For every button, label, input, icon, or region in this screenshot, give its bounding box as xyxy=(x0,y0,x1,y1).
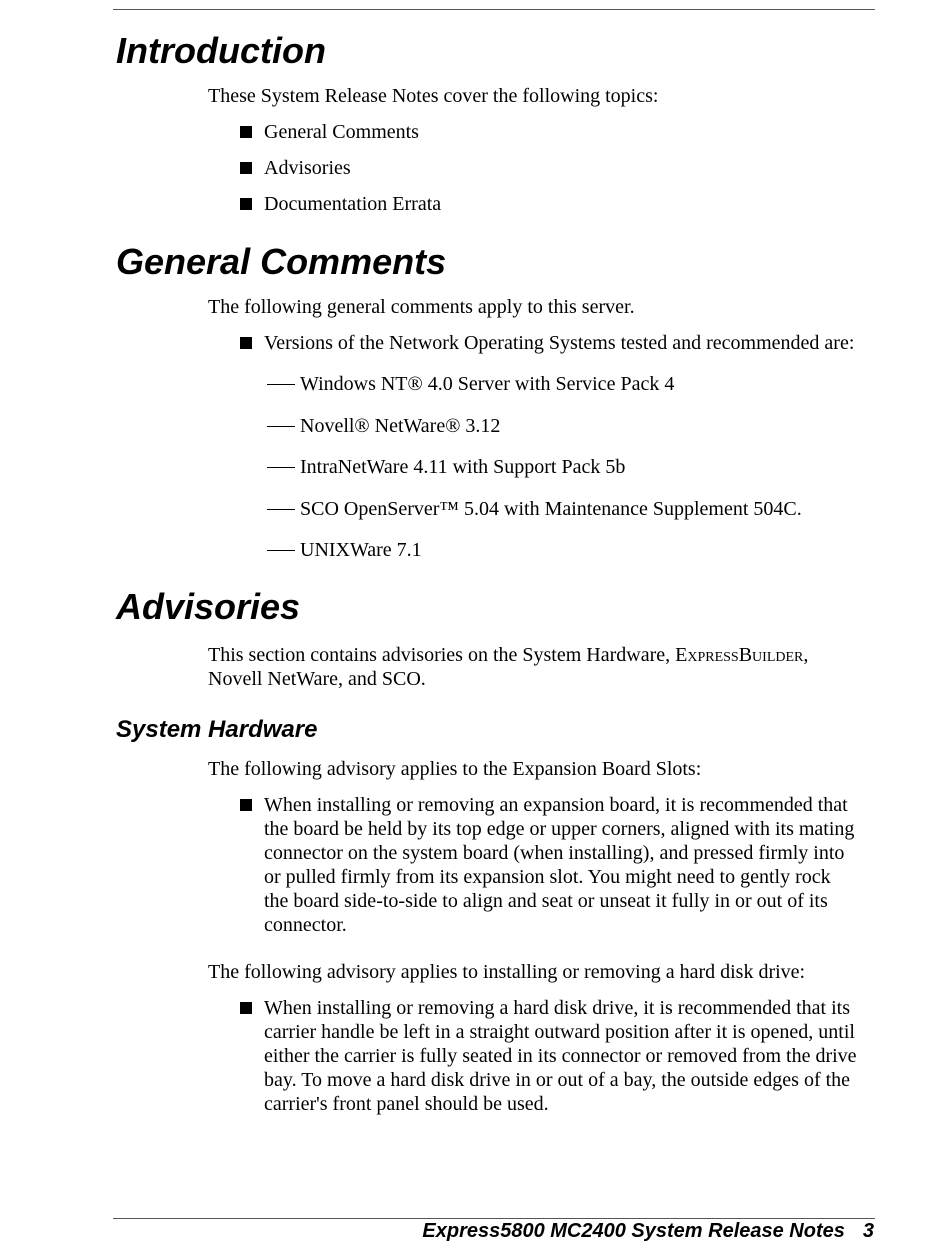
square-bullet-icon xyxy=(240,337,252,349)
nos-version-label: UNIXWare 7.1 xyxy=(300,539,422,561)
text-line: or pulled firmly from its expansion slot. You might need to gently rock xyxy=(264,866,831,888)
advisories-heading: Advisories xyxy=(116,586,301,627)
advisories-intro-line-2: Novell NetWare, and SCO. xyxy=(208,668,426,690)
topic-label: Advisories xyxy=(264,157,351,179)
text-line: When installing or removing an expansion board, it is recommended that xyxy=(264,794,848,816)
advisories-intro-line-1 xyxy=(208,643,808,667)
text-line: carrier's front panel should be used. xyxy=(264,1093,549,1115)
general-comments-heading: General Comments xyxy=(116,241,447,282)
footer-title: Express5800 MC2400 System Release Notes xyxy=(422,1220,845,1242)
em-dash-icon xyxy=(267,384,295,385)
advisories-intro-text: This section contains advisories on the System Hardware, xyxy=(208,644,676,666)
nos-version-label: SCO OpenServer™ 5.04 with Maintenance Supplement 504C. xyxy=(300,498,802,520)
introduction-text: These System Release Notes cover the following topics: xyxy=(208,85,659,107)
nos-version-item xyxy=(267,538,422,562)
general-comments-text: The following general comments apply to this server. xyxy=(208,296,635,318)
em-dash-icon xyxy=(267,467,295,468)
topic-label: General Comments xyxy=(264,121,419,143)
text-line: the board be held by its top edge or upper corners, aligned with its mating xyxy=(264,818,855,840)
em-dash-icon xyxy=(267,426,295,427)
text-line: either the carrier is fully seated in its connector or removed from the drive xyxy=(264,1045,857,1067)
topic-list-item xyxy=(240,192,880,216)
square-bullet-icon xyxy=(240,799,252,811)
expansion-advisory-text xyxy=(264,793,854,937)
system-hardware-heading: System Hardware xyxy=(116,716,318,743)
page-number: 3 xyxy=(862,1220,874,1242)
nos-version-item xyxy=(267,455,625,479)
expansion-board-advisory xyxy=(240,793,880,937)
topic-list-item xyxy=(240,156,880,180)
nos-version-item xyxy=(267,372,674,396)
em-dash-icon xyxy=(267,509,295,510)
square-bullet-icon xyxy=(240,126,252,138)
nos-version-label: IntraNetWare 4.11 with Support Pack 5b xyxy=(300,456,626,478)
topic-list-item xyxy=(240,120,880,144)
nos-bullet xyxy=(240,331,880,355)
nos-version-item xyxy=(267,497,802,521)
em-dash-icon xyxy=(267,550,295,551)
text-line: connector on the system board (when installing), and pressed firmly into xyxy=(264,842,845,864)
square-bullet-icon xyxy=(240,162,252,174)
expressbuilder-product-name: ExpressBuilder, xyxy=(675,644,809,666)
text-line: When installing or removing a hard disk drive, it is recommended that its xyxy=(264,997,850,1019)
nos-version-item xyxy=(267,414,500,438)
nos-bullet-text: Versions of the Network Operating Systems tested and recommended are: xyxy=(264,332,855,354)
text-line: bay. To move a hard disk drive in or out of a bay, the outside edges of the xyxy=(264,1069,851,1091)
square-bullet-icon xyxy=(240,198,252,210)
text-line: connector. xyxy=(264,914,347,936)
text-line: carrier handle be left in a straight outward position after it is opened, until xyxy=(264,1021,855,1043)
nos-version-label: Novell® NetWare® 3.12 xyxy=(300,415,501,437)
page-footer xyxy=(422,1219,874,1243)
expansion-advisory-intro: The following advisory applies to the Expansion Board Slots: xyxy=(208,758,702,780)
hdd-advisory-text xyxy=(264,996,857,1116)
top-rule xyxy=(113,9,875,10)
text-line: the board side-to-side to align and seat or unseat it fully in or out of its xyxy=(264,890,828,912)
hard-disk-advisory xyxy=(240,996,880,1116)
topic-label: Documentation Errata xyxy=(264,193,442,215)
hdd-advisory-intro: The following advisory applies to installing or removing a hard disk drive: xyxy=(208,961,806,983)
nos-version-label: Windows NT® 4.0 Server with Service Pack 4 xyxy=(300,373,675,395)
square-bullet-icon xyxy=(240,1002,252,1014)
introduction-heading: Introduction xyxy=(116,30,326,71)
